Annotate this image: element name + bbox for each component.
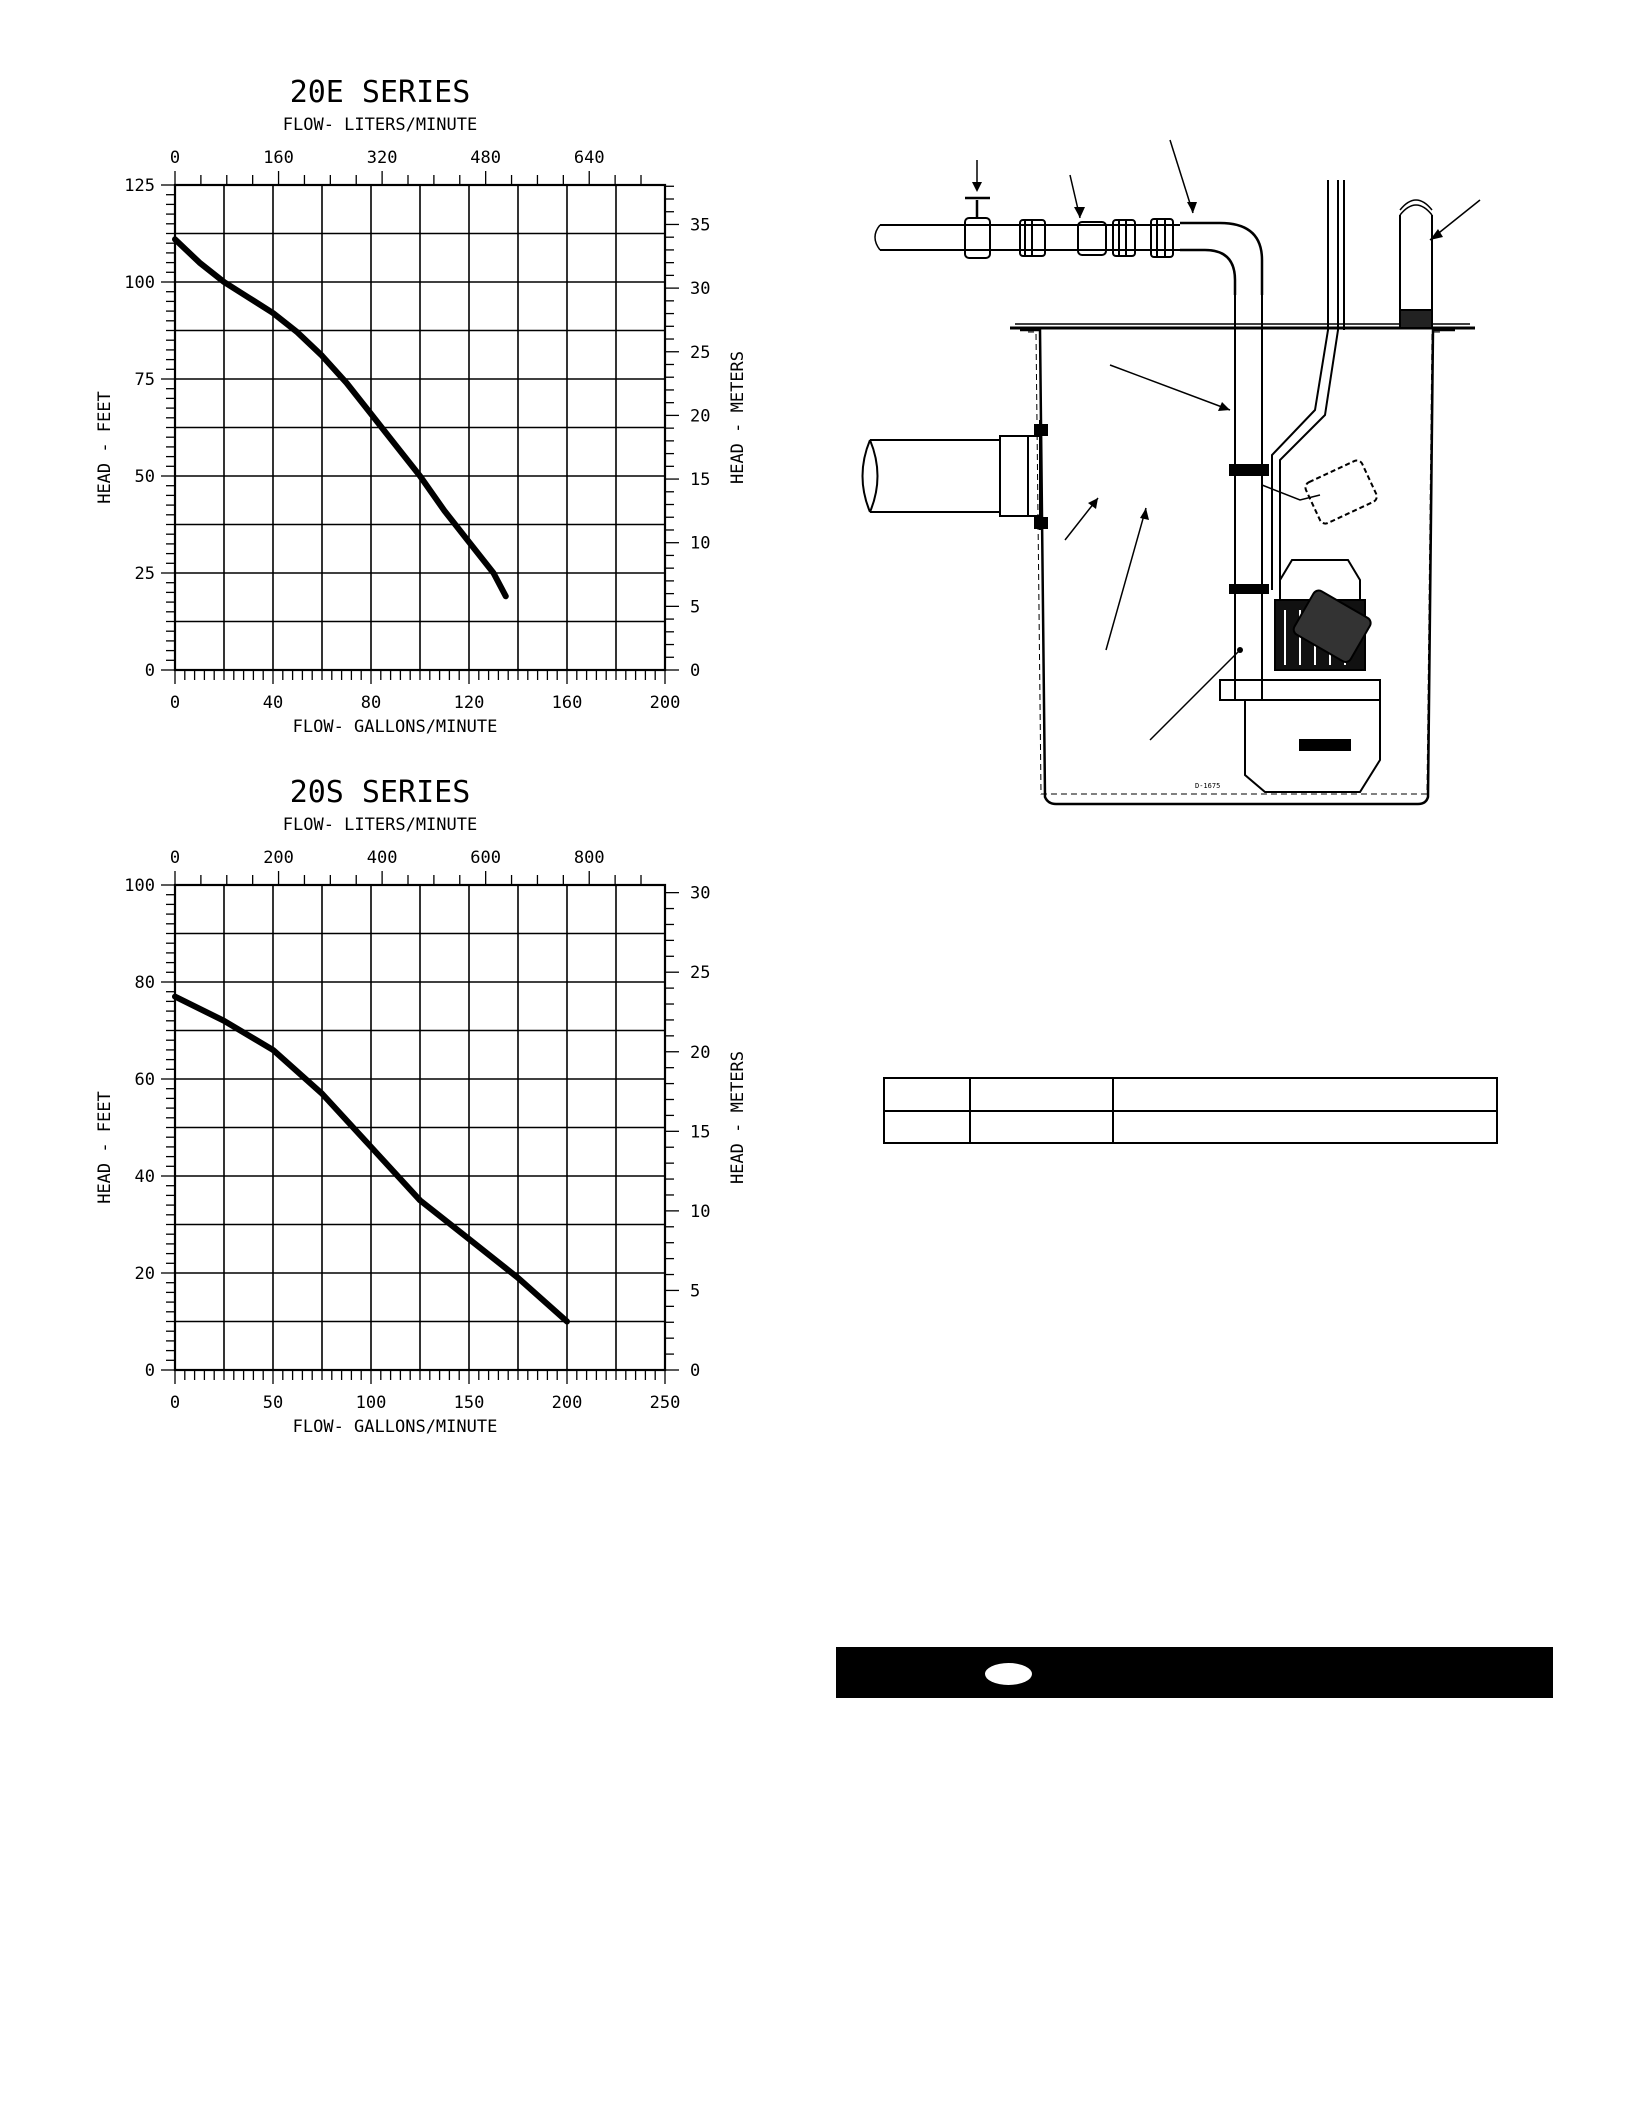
x2-tick-label: 320 [366, 148, 398, 168]
y2-tick-label: 20 [690, 406, 711, 427]
chart-20e-series [90, 60, 790, 760]
x-tick-label: 200 [551, 1393, 583, 1413]
y2-tick-label: 15 [690, 470, 711, 491]
parts-table [883, 1077, 1498, 1144]
y-tick-label: 100 [124, 876, 155, 896]
table-cell [1113, 1111, 1497, 1144]
table-row [884, 1111, 1497, 1144]
x-tick-label: 0 [169, 693, 181, 713]
x2-tick-label: 160 [263, 148, 294, 168]
y-tick-label: 125 [124, 176, 155, 196]
y-tick-label: 60 [134, 1070, 155, 1090]
y2-tick-label: 10 [690, 533, 711, 554]
x2-tick-label: 0 [169, 848, 181, 868]
y2-tick-label: 5 [690, 1281, 701, 1302]
header-oval-icon [985, 1663, 1032, 1685]
table-row [884, 1078, 1497, 1111]
x-tick-label: 250 [649, 1393, 681, 1413]
x-axis-label: FLOW- GALLONS/MINUTE [292, 1417, 498, 1437]
x-tick-label: 120 [453, 693, 485, 713]
y-tick-label: 40 [134, 1167, 155, 1187]
x2-tick-label: 200 [263, 848, 294, 868]
diagram-code: D-1675 [1195, 782, 1221, 790]
y-tick-label: 20 [134, 1264, 155, 1284]
y2-tick-label: 35 [690, 215, 711, 236]
x2-tick-label: 800 [573, 848, 605, 868]
vent-pipe [1400, 215, 1432, 315]
table-cell [1113, 1078, 1497, 1111]
x-tick-label: 80 [360, 693, 382, 713]
section-header-bar [836, 1647, 1553, 1698]
y-tick-label: 75 [134, 370, 155, 390]
table-cell [884, 1078, 970, 1111]
x2-tick-label: 640 [573, 148, 605, 168]
x-tick-label: 0 [169, 1393, 181, 1413]
y2-tick-label: 25 [690, 342, 711, 363]
table-cell [970, 1078, 1113, 1111]
y2-tick-label: 20 [690, 1042, 711, 1063]
y2-tick-label: 30 [690, 279, 711, 300]
y-tick-label: 0 [144, 661, 155, 681]
y2-axis-label: HEAD - METERS [728, 1050, 748, 1185]
x2-tick-label: 400 [366, 848, 398, 868]
table-cell [970, 1111, 1113, 1144]
y-axis-label: HEAD - FEET [95, 1091, 115, 1204]
chart-20s-svg [90, 760, 790, 1460]
y-axis-label: HEAD - FEET [95, 391, 115, 504]
x-tick-label: 150 [453, 1393, 485, 1413]
y-tick-label: 100 [124, 273, 155, 293]
y-tick-label: 25 [134, 564, 155, 584]
x-axis-label: FLOW- GALLONS/MINUTE [292, 717, 498, 737]
chart-title: 20S SERIES [289, 775, 471, 810]
y2-tick-label: 5 [690, 597, 701, 618]
installation-diagram [860, 120, 1500, 820]
x2-tick-label: 480 [470, 148, 502, 168]
x2-tick-label: 0 [169, 148, 181, 168]
y-tick-label: 0 [144, 1361, 155, 1381]
chart-title: 20E SERIES [289, 75, 471, 110]
top-axis-label: FLOW- LITERS/MINUTE [282, 815, 478, 835]
x2-tick-label: 600 [470, 848, 502, 868]
x-tick-label: 50 [262, 1393, 284, 1413]
x-tick-label: 100 [355, 1393, 387, 1413]
inlet-pipe [863, 440, 1001, 512]
y2-tick-label: 30 [690, 883, 711, 904]
y2-axis-label: HEAD - METERS [728, 350, 748, 485]
y-tick-label: 80 [134, 973, 155, 993]
y-tick-label: 50 [134, 467, 155, 487]
y2-tick-label: 15 [690, 1122, 711, 1143]
y2-tick-label: 0 [690, 661, 701, 681]
chart-20e-svg [90, 60, 790, 760]
discharge-pipe [1235, 295, 1262, 700]
discharge-elbow [1180, 223, 1262, 295]
x-tick-label: 200 [649, 693, 681, 713]
chart-20s-series [90, 760, 790, 1460]
y2-tick-label: 25 [690, 963, 711, 984]
y2-tick-label: 10 [690, 1201, 711, 1222]
float-switch-upper [1304, 459, 1379, 526]
x-tick-label: 40 [262, 693, 284, 713]
power-cord [1272, 180, 1344, 590]
top-axis-label: FLOW- LITERS/MINUTE [282, 115, 478, 135]
x-tick-label: 160 [551, 693, 583, 713]
y2-tick-label: 0 [690, 1361, 701, 1381]
table-cell [884, 1111, 970, 1144]
basin-outline [1020, 330, 1455, 804]
